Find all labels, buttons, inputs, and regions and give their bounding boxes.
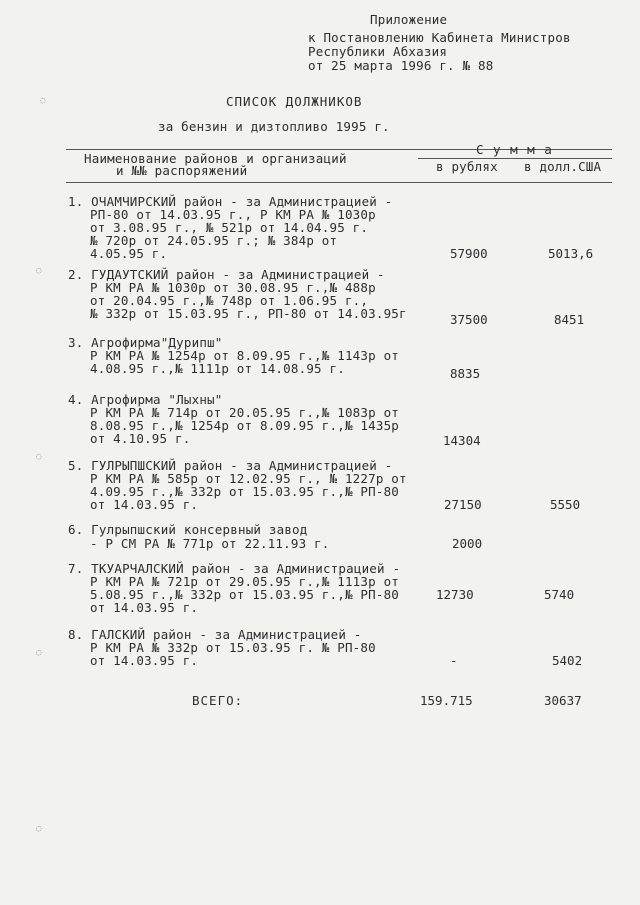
amount-rub: 14304 xyxy=(443,433,481,448)
item-text-line: Р КМ РА № 714р от 20.05.95 г.,№ 1083р от xyxy=(90,405,400,420)
item-text-line: РП-80 от 14.03.95 г., Р КМ РА № 1030р xyxy=(90,207,376,222)
item-text-line: от 20.04.95 г.,№ 748р от 1.06.95 г., xyxy=(90,293,369,308)
amount-usd: 5550 xyxy=(550,497,581,512)
amount-usd: 8451 xyxy=(554,312,585,327)
amount-rub: 37500 xyxy=(450,312,488,327)
amount-rub: 12730 xyxy=(436,587,474,602)
item-text-line: 4.05.95 г. xyxy=(90,246,168,261)
item-text-line: 5. ГУЛРЫПШСКИЙ район - за Администрацией - xyxy=(68,458,393,473)
item-text-line: 8.08.95 г.,№ 1254р от 8.09.95 г.,№ 1435р xyxy=(90,418,400,433)
item-text-line: № 720р от 24.05.95 г.; № 384р от xyxy=(90,233,338,248)
binder-hole-mark: ◌ xyxy=(40,96,46,106)
binder-hole-mark: ◌ xyxy=(36,648,42,658)
item-text-line: 4.08.95 г.,№ 1111р от 14.08.95 г. xyxy=(90,361,345,376)
item-text-line: 1. ОЧАМЧИРСКИЙ район - за Администрацией - xyxy=(68,194,393,209)
amount-usd: 5402 xyxy=(552,653,583,668)
appendix-label: Приложение xyxy=(370,12,448,27)
item-text-line: 5.08.95 г.,№ 332р от 15.03.95 г.,№ РП-80 xyxy=(90,587,400,602)
amount-rub: - xyxy=(450,653,458,668)
item-text-line: Р КМ РА № 1254р от 8.09.95 г.,№ 1143р от xyxy=(90,348,400,363)
amount-rub: 27150 xyxy=(444,497,482,512)
item-text-line: от 3.08.95 г., № 521р от 14.04.95 г. xyxy=(90,220,369,235)
item-text-line: 7. ТКУАРЧАЛСКИЙ район - за Администрацией - xyxy=(68,561,401,576)
item-text-line: от 14.03.95 г. xyxy=(90,653,199,668)
total-usd: 30637 xyxy=(544,693,582,708)
item-text-line: от 4.10.95 г. xyxy=(90,431,191,446)
item-text-line: Р КМ РА № 721р от 29.05.95 г.,№ 1113р от xyxy=(90,574,400,589)
total-label: ВСЕГО: xyxy=(192,693,244,708)
item-text-line: 4. Агрофирма "Лыхны" xyxy=(68,392,223,407)
column-header-sum: С у м м а xyxy=(476,142,553,157)
item-text-line: - Р СМ РА № 771р от 22.11.93 г. xyxy=(90,536,330,551)
amount-usd: 5740 xyxy=(544,587,575,602)
item-text-line: 6. Гулрыпшский консервный завод xyxy=(68,522,308,537)
item-text-line: Р КМ РА № 1030р от 30.08.95 г.,№ 488р xyxy=(90,280,376,295)
decree-reference: к Постановлению Кабинета Министров xyxy=(308,30,571,45)
column-header-name-2: и №№ распоряжений xyxy=(116,163,248,178)
item-text-line: Р КМ РА № 332р от 15.03.95 г. № РП-80 xyxy=(90,640,376,655)
column-header-usd: в долл.США xyxy=(524,159,602,174)
binder-hole-mark: ◌ xyxy=(36,824,42,834)
document-subtitle: за бензин и дизтопливо 1995 г. xyxy=(158,119,390,134)
item-text-line: 3. Агрофирма"Дурипш" xyxy=(68,335,223,350)
republic-name: Республики Абхазия xyxy=(308,44,448,59)
table-header-rule xyxy=(66,182,612,183)
item-text-line: Р КМ РА № 585р от 12.02.95 г., № 1227р от xyxy=(90,471,407,486)
item-text-line: от 14.03.95 г. xyxy=(90,497,199,512)
decree-date: от 25 марта 1996 г. № 88 xyxy=(308,58,494,73)
item-text-line: 8. ГАЛСКИЙ район - за Администрацией - xyxy=(68,627,362,642)
amount-rub: 2000 xyxy=(452,536,483,551)
document-title: СПИСОК ДОЛЖНИКОВ xyxy=(226,94,363,109)
item-text-line: 2. ГУДАУТСКИЙ район - за Администрацией - xyxy=(68,267,385,282)
amount-rub: 57900 xyxy=(450,246,488,261)
binder-hole-mark: ◌ xyxy=(36,452,42,462)
item-text-line: № 332р от 15.03.95 г., РП-80 от 14.03.95г xyxy=(90,306,407,321)
item-text-line: от 14.03.95 г. xyxy=(90,600,199,615)
amount-rub: 8835 xyxy=(450,366,481,381)
column-header-name-1: Наименование районов и организаций xyxy=(84,151,347,166)
column-header-rub: в рублях xyxy=(436,159,498,174)
total-rub: 159.715 xyxy=(420,693,473,708)
amount-usd: 5013,6 xyxy=(548,246,594,261)
item-text-line: 4.09.95 г.,№ 332р от 15.03.95 г.,№ РП-80 xyxy=(90,484,400,499)
binder-hole-mark: ◌ xyxy=(36,266,42,276)
